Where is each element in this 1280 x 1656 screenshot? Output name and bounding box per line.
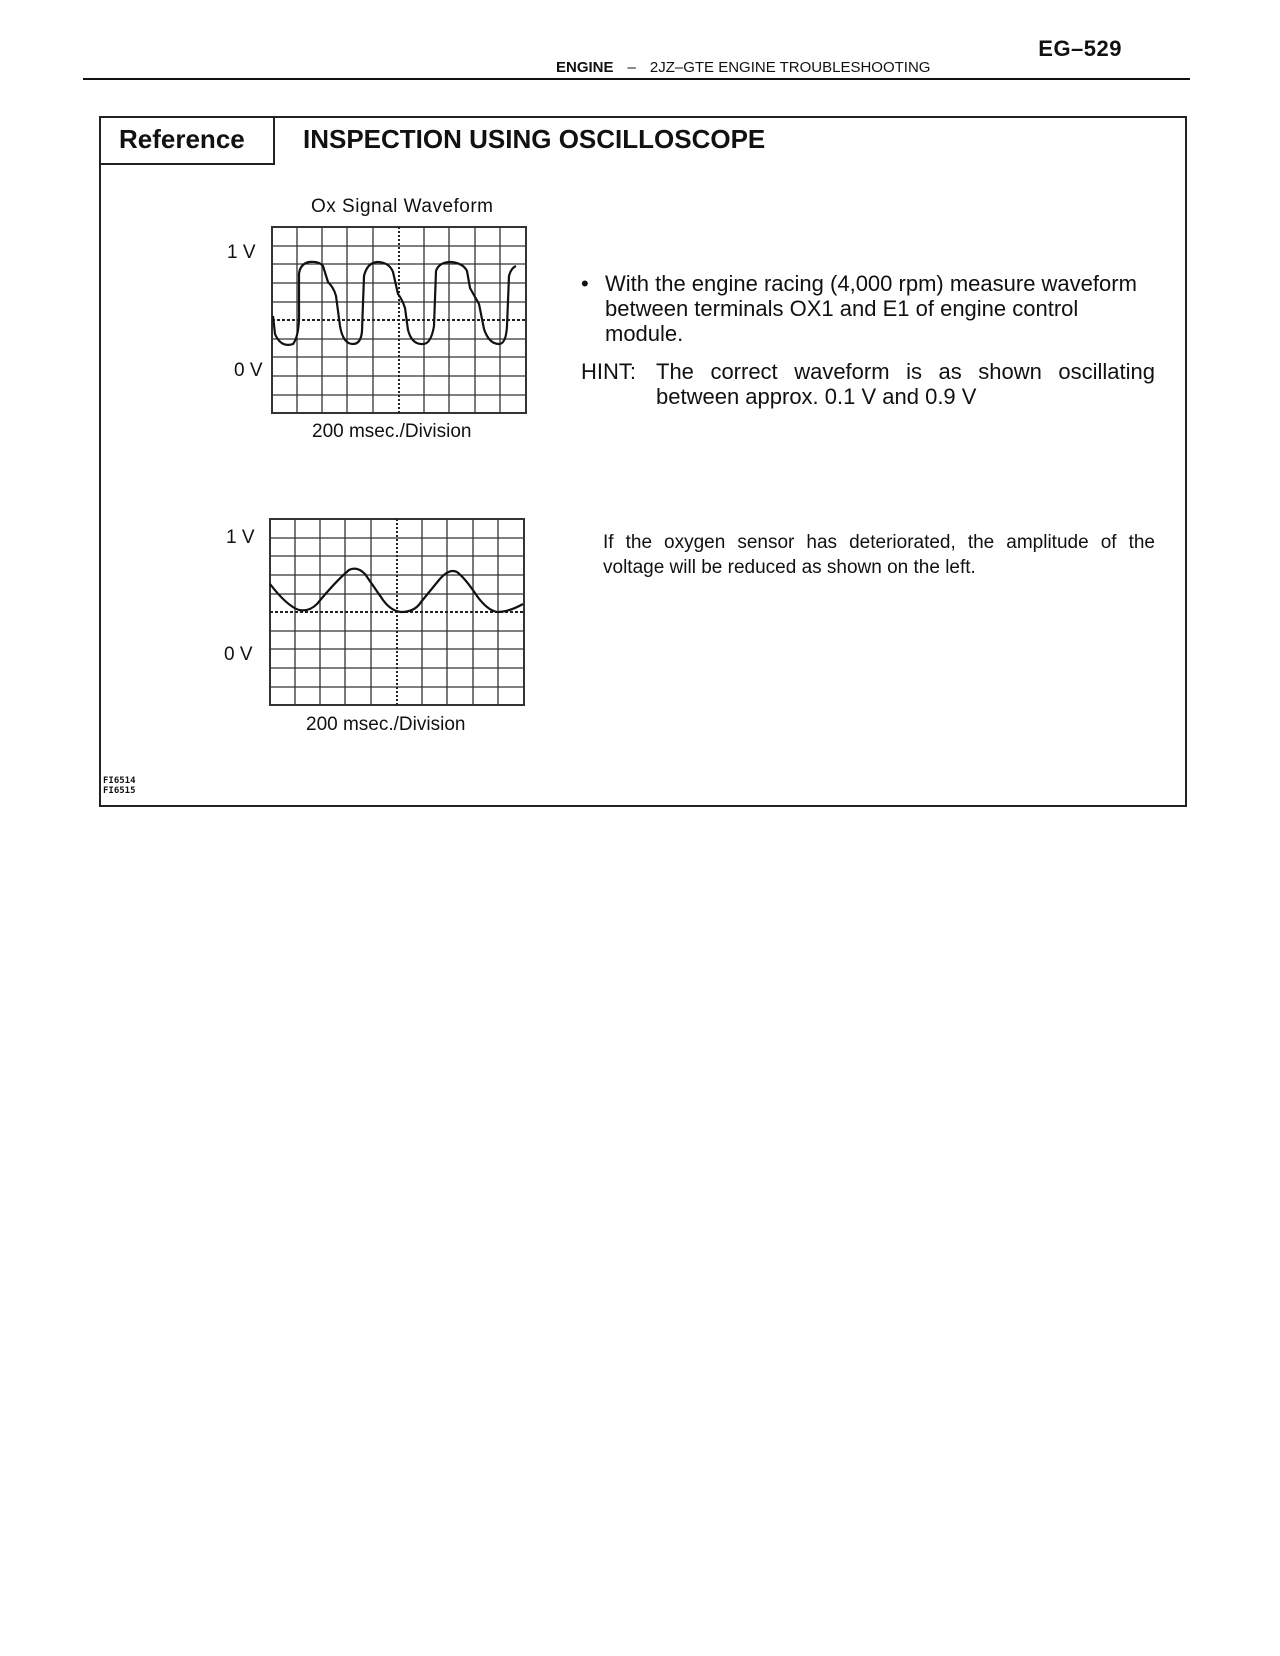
hint-label: HINT:: [581, 359, 636, 384]
scope-normal-waveform: [271, 226, 527, 414]
section-name: ENGINE: [556, 59, 614, 76]
measurement-instruction: [581, 271, 1161, 346]
inspection-title: INSPECTION USING OSCILLOSCOPE: [303, 124, 766, 154]
hint-text: The correct waveform is as shown oscillating between approx. 0.1 V and 0.9 V: [656, 359, 1155, 409]
bullet-point: •: [581, 271, 589, 296]
waveform-figure-title: Ox Signal Waveform: [311, 196, 494, 217]
hint: [581, 359, 1155, 409]
figure-code: FI6514: [103, 776, 136, 786]
figure-code: FI6515: [103, 786, 136, 796]
header-separator: –: [627, 59, 636, 76]
running-header: [556, 59, 930, 76]
subsection-name: 2JZ–GTE ENGINE TROUBLESHOOTING: [649, 59, 931, 76]
reference-tab: Reference: [101, 118, 275, 165]
scope-center-axes: [272, 227, 526, 413]
measurement-instruction-text: With the engine racing (4,000 rpm) measure waveform between terminals OX1 and E1 of engine control module.: [605, 271, 1137, 346]
scope2-timebase-label: 200 msec./Division: [306, 714, 466, 735]
scope2-1v-label: 1 V: [226, 527, 255, 548]
reference-box: [99, 116, 1187, 807]
scope1-0v-label: 0 V: [234, 360, 263, 381]
deterioration-note: If the oxygen sensor has deteriorated, the amplitude of the voltage will be reduced as shown on the left.: [603, 532, 1155, 578]
figure-codes: [103, 776, 136, 796]
scope1-timebase-label: 200 msec./Division: [312, 421, 472, 442]
scope-deteriorated-waveform: [269, 518, 525, 706]
page-number: EG–529: [1038, 36, 1122, 61]
header-rule: [83, 78, 1190, 80]
scope1-1v-label: 1 V: [227, 242, 256, 263]
scope2-0v-label: 0 V: [224, 644, 253, 665]
normal-waveform-trace: [273, 262, 516, 345]
